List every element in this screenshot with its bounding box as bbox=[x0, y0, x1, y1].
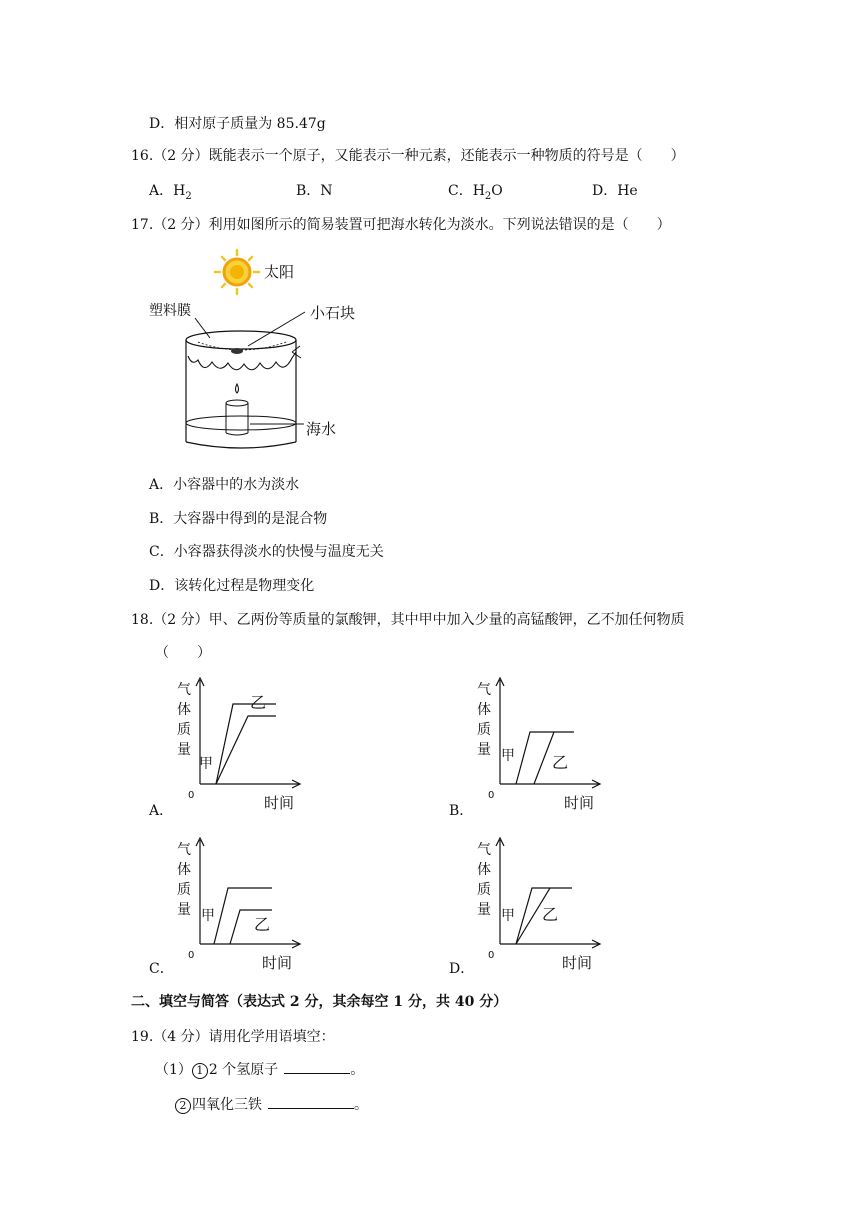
svg-text:体: 体 bbox=[177, 862, 191, 878]
circled-1: 1 bbox=[192, 1063, 208, 1079]
svg-text:气: 气 bbox=[477, 842, 491, 858]
stone-label: 小石块 bbox=[310, 304, 356, 322]
svg-text:质: 质 bbox=[177, 722, 191, 738]
svg-text:时间: 时间 bbox=[564, 794, 595, 812]
q18-stem: 18.（2 分）甲、乙两份等质量的氯酸钾，其中甲中加入少量的高锰酸钾，乙不加任何物质 bbox=[131, 612, 685, 628]
answer-blank-1 bbox=[284, 1059, 350, 1074]
q15-option-d: D．相对原子质量为 85.47g bbox=[149, 116, 326, 132]
sun-label: 太阳 bbox=[264, 263, 295, 281]
svg-text:乙: 乙 bbox=[552, 753, 569, 772]
film-label: 塑料膜 bbox=[149, 303, 191, 319]
svg-text:甲: 甲 bbox=[201, 908, 215, 924]
svg-text:体: 体 bbox=[177, 702, 191, 718]
q18-option-c: C． bbox=[149, 961, 174, 977]
desalination-figure bbox=[140, 248, 380, 458]
q16-option-d: D．He bbox=[592, 183, 638, 199]
answer-blank-2 bbox=[268, 1094, 354, 1109]
q17-stem: 17.（2 分）利用如图所示的简易装置可把海水转化为淡水。下列说法错误的是（ ） bbox=[131, 217, 671, 233]
svg-text:时间: 时间 bbox=[264, 794, 295, 812]
q18-option-a: A． bbox=[149, 803, 174, 819]
section-2-title: 二、填空与简答（表达式 2 分，其余每空 1 分，共 40 分） bbox=[131, 994, 508, 1010]
svg-text:0: 0 bbox=[188, 790, 195, 801]
svg-text:体: 体 bbox=[477, 702, 491, 718]
svg-text:气: 气 bbox=[177, 682, 191, 698]
svg-text:质: 质 bbox=[477, 882, 491, 898]
q18-option-b: B． bbox=[449, 803, 474, 819]
svg-text:甲: 甲 bbox=[199, 756, 213, 772]
svg-text:时间: 时间 bbox=[262, 954, 293, 972]
svg-text:量: 量 bbox=[177, 902, 191, 918]
circled-2: 2 bbox=[175, 1098, 191, 1114]
svg-text:甲: 甲 bbox=[501, 748, 515, 764]
q19-part1: （1） 1 2 个氢原子 。 bbox=[155, 1059, 364, 1079]
sun-icon bbox=[215, 250, 259, 294]
q16-stem: 16.（2 分）既能表示一个原子，又能表示一种元素，还能表示一种物质的符号是（ ） bbox=[131, 148, 685, 164]
seawater-label: 海水 bbox=[306, 420, 337, 438]
graph-c bbox=[150, 832, 310, 980]
svg-text:0: 0 bbox=[488, 950, 495, 961]
graph-b bbox=[450, 672, 610, 820]
q19-stem: 19.（4 分）请用化学用语填空： bbox=[131, 1029, 335, 1045]
svg-text:量: 量 bbox=[477, 902, 491, 918]
svg-text:质: 质 bbox=[177, 882, 191, 898]
svg-text:质: 质 bbox=[477, 722, 491, 738]
q17-option-a: A．小容器中的水为淡水 bbox=[149, 477, 300, 493]
q18-stem-tail: （ ） bbox=[155, 645, 211, 661]
svg-text:量: 量 bbox=[177, 742, 191, 758]
q16-option-a: A．$H_2$ bbox=[149, 183, 192, 202]
svg-text:乙: 乙 bbox=[254, 915, 271, 934]
svg-text:体: 体 bbox=[477, 862, 491, 878]
svg-text:甲: 甲 bbox=[501, 908, 515, 924]
q16-option-c: C．$H_2O$ bbox=[448, 183, 503, 202]
graph-a bbox=[150, 672, 310, 820]
q17-option-d: D．该转化过程是物理变化 bbox=[149, 578, 315, 594]
q17-option-b: B．大容器中得到的是混合物 bbox=[149, 511, 328, 527]
svg-text:乙: 乙 bbox=[250, 693, 267, 712]
svg-text:时间: 时间 bbox=[562, 954, 593, 972]
q19-part2: 2 四氧化三铁 。 bbox=[175, 1094, 368, 1114]
svg-text:乙: 乙 bbox=[542, 905, 559, 924]
svg-text:量: 量 bbox=[477, 742, 491, 758]
svg-text:气: 气 bbox=[177, 842, 191, 858]
q18-option-d: D． bbox=[449, 961, 475, 977]
q16-option-b: B．N bbox=[296, 183, 333, 199]
svg-text:气: 气 bbox=[477, 682, 491, 698]
svg-text:0: 0 bbox=[488, 790, 495, 801]
q17-option-c: C．小容器获得淡水的快慢与温度无关 bbox=[149, 544, 384, 560]
svg-text:0: 0 bbox=[188, 950, 195, 961]
